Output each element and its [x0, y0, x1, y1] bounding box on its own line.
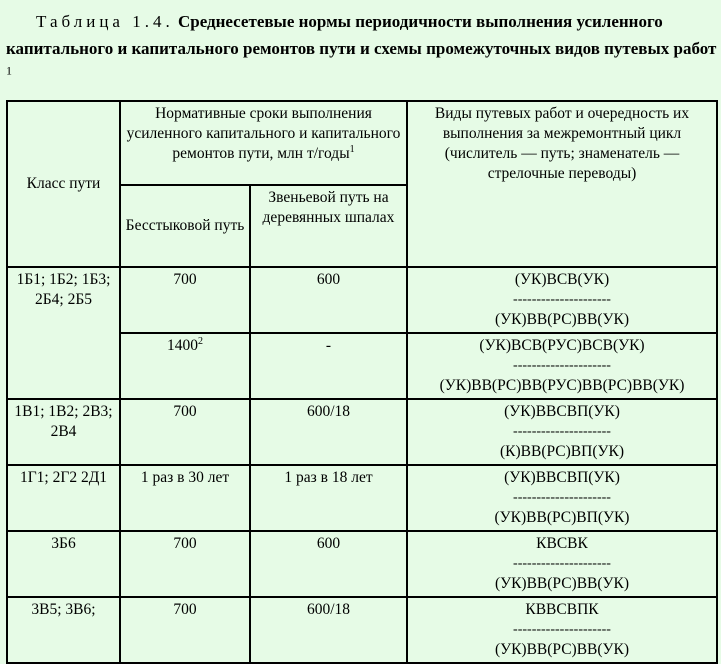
works-numerator: КВВСВПК — [525, 601, 599, 618]
jointless-value: 700 — [173, 271, 197, 288]
jointless-value: 700 — [173, 535, 197, 552]
table-number: Таблица 1.4. — [36, 12, 174, 31]
table-row — [7, 465, 717, 531]
works-cell — [407, 399, 717, 465]
works-numerator: (УК)ВВСВП(УК) — [504, 469, 620, 486]
linked-cell — [250, 531, 407, 597]
caption-footnote-mark: 1 — [6, 63, 12, 78]
header-jointless — [120, 185, 250, 267]
works-cell — [407, 333, 717, 399]
jointless-cell — [120, 267, 250, 333]
works-cell — [407, 465, 717, 531]
jointless-cell — [120, 465, 250, 531]
jointless-cell — [120, 333, 250, 399]
header-norm-group — [120, 101, 407, 185]
works-denominator: (УК)ВВ(РС)ВВ(УК) — [494, 641, 630, 658]
works-denominator: (К)ВВ(РС)ВП(УК) — [500, 443, 624, 460]
linked-cell — [250, 333, 407, 399]
header-track-class — [7, 101, 120, 267]
norms-table — [6, 100, 718, 664]
works-numerator: (УК)ВВСВП(УК) — [504, 403, 620, 420]
fraction-line: --------------------- — [513, 292, 611, 307]
jointless-value: 700 — [173, 601, 197, 618]
fraction-line: --------------------- — [513, 358, 611, 373]
header-linked-label: Звеньевой путь на деревянных шпалах — [262, 189, 395, 226]
works-denominator: (УК)ВВ(РС)ВВ(УК) — [494, 311, 630, 328]
table-row — [7, 267, 717, 333]
linked-cell — [250, 465, 407, 531]
track-class: 3Б6 — [51, 535, 76, 552]
track-class: 3В5; 3В6; — [31, 601, 96, 618]
linked-cell — [250, 267, 407, 333]
table-row — [7, 399, 717, 465]
fraction-line: --------------------- — [513, 556, 611, 571]
track-class: 1Б1; 1Б2; 1Б3; 2Б4; 2Б5 — [16, 271, 111, 308]
jointless-value: 1400 — [167, 337, 198, 354]
track-class: 1Г1; 2Г2 2Д1 — [19, 469, 108, 486]
works-cell — [407, 597, 717, 663]
works-numerator: КВСВК — [536, 535, 588, 552]
works-denominator: (УК)ВВ(РС)ВП(УК) — [494, 509, 630, 526]
jointless-cell — [120, 597, 250, 663]
header-norm-footnote: 1 — [349, 143, 355, 155]
linked-value: 600 — [316, 535, 341, 552]
table-row — [7, 531, 717, 597]
works-numerator: (УК)ВСВ(УК) — [514, 271, 610, 288]
linked-value: 600 — [316, 271, 341, 288]
track-class-cell — [7, 399, 120, 465]
header-norm-group-label: Нормативные сроки выполнения усиленного капитального и капитального ремонтов пути, млн т/годы — [126, 105, 401, 162]
jointless-cell — [120, 399, 250, 465]
jointless-footnote: 2 — [198, 335, 203, 347]
jointless-value: 700 — [173, 403, 197, 420]
works-cell — [407, 531, 717, 597]
track-class-cell — [7, 465, 120, 531]
fraction-line: --------------------- — [513, 622, 611, 637]
track-class-cell — [7, 267, 120, 399]
linked-cell — [250, 399, 407, 465]
linked-cell — [250, 597, 407, 663]
header-linked — [250, 185, 407, 267]
fraction-line: --------------------- — [513, 490, 611, 505]
header-works-label: Виды путевых работ и очередность их выполнения за межремонтный цикл (числитель — путь; знаменатель — стрелочные переводы) — [434, 105, 690, 182]
works-numerator: (УК)ВСВ(РУС)ВСВ(УК) — [479, 337, 645, 354]
table-caption — [6, 8, 718, 89]
table-row — [7, 597, 717, 663]
linked-value: 600/18 — [306, 601, 351, 618]
fraction-line: --------------------- — [513, 424, 611, 439]
header-works — [407, 101, 717, 267]
works-cell — [407, 267, 717, 333]
jointless-cell — [120, 531, 250, 597]
track-class-cell — [7, 597, 120, 663]
linked-value: 600/18 — [306, 403, 351, 420]
header-jointless-label: Бесстыковой путь — [125, 217, 245, 234]
track-class: 1В1; 1В2; 2В3; 2В4 — [14, 403, 113, 440]
track-class-cell — [7, 531, 120, 597]
linked-value: 1 раз в 18 лет — [284, 469, 373, 486]
header-track-class-label: Класс пути — [26, 175, 101, 192]
linked-value: - — [325, 337, 332, 354]
works-denominator: (УК)ВВ(РС)ВВ(УК) — [494, 575, 630, 592]
jointless-value: 1 раз в 30 лет — [140, 469, 230, 486]
works-denominator: (УК)ВВ(РС)ВВ(РУС)ВВ(РС)ВВ(УК) — [439, 377, 685, 394]
table-title: Среднесетевые нормы периодичности выполнения усиленного капитального и капитального ремонтов пути и схемы промежуточных видов путевых работ — [6, 12, 717, 58]
